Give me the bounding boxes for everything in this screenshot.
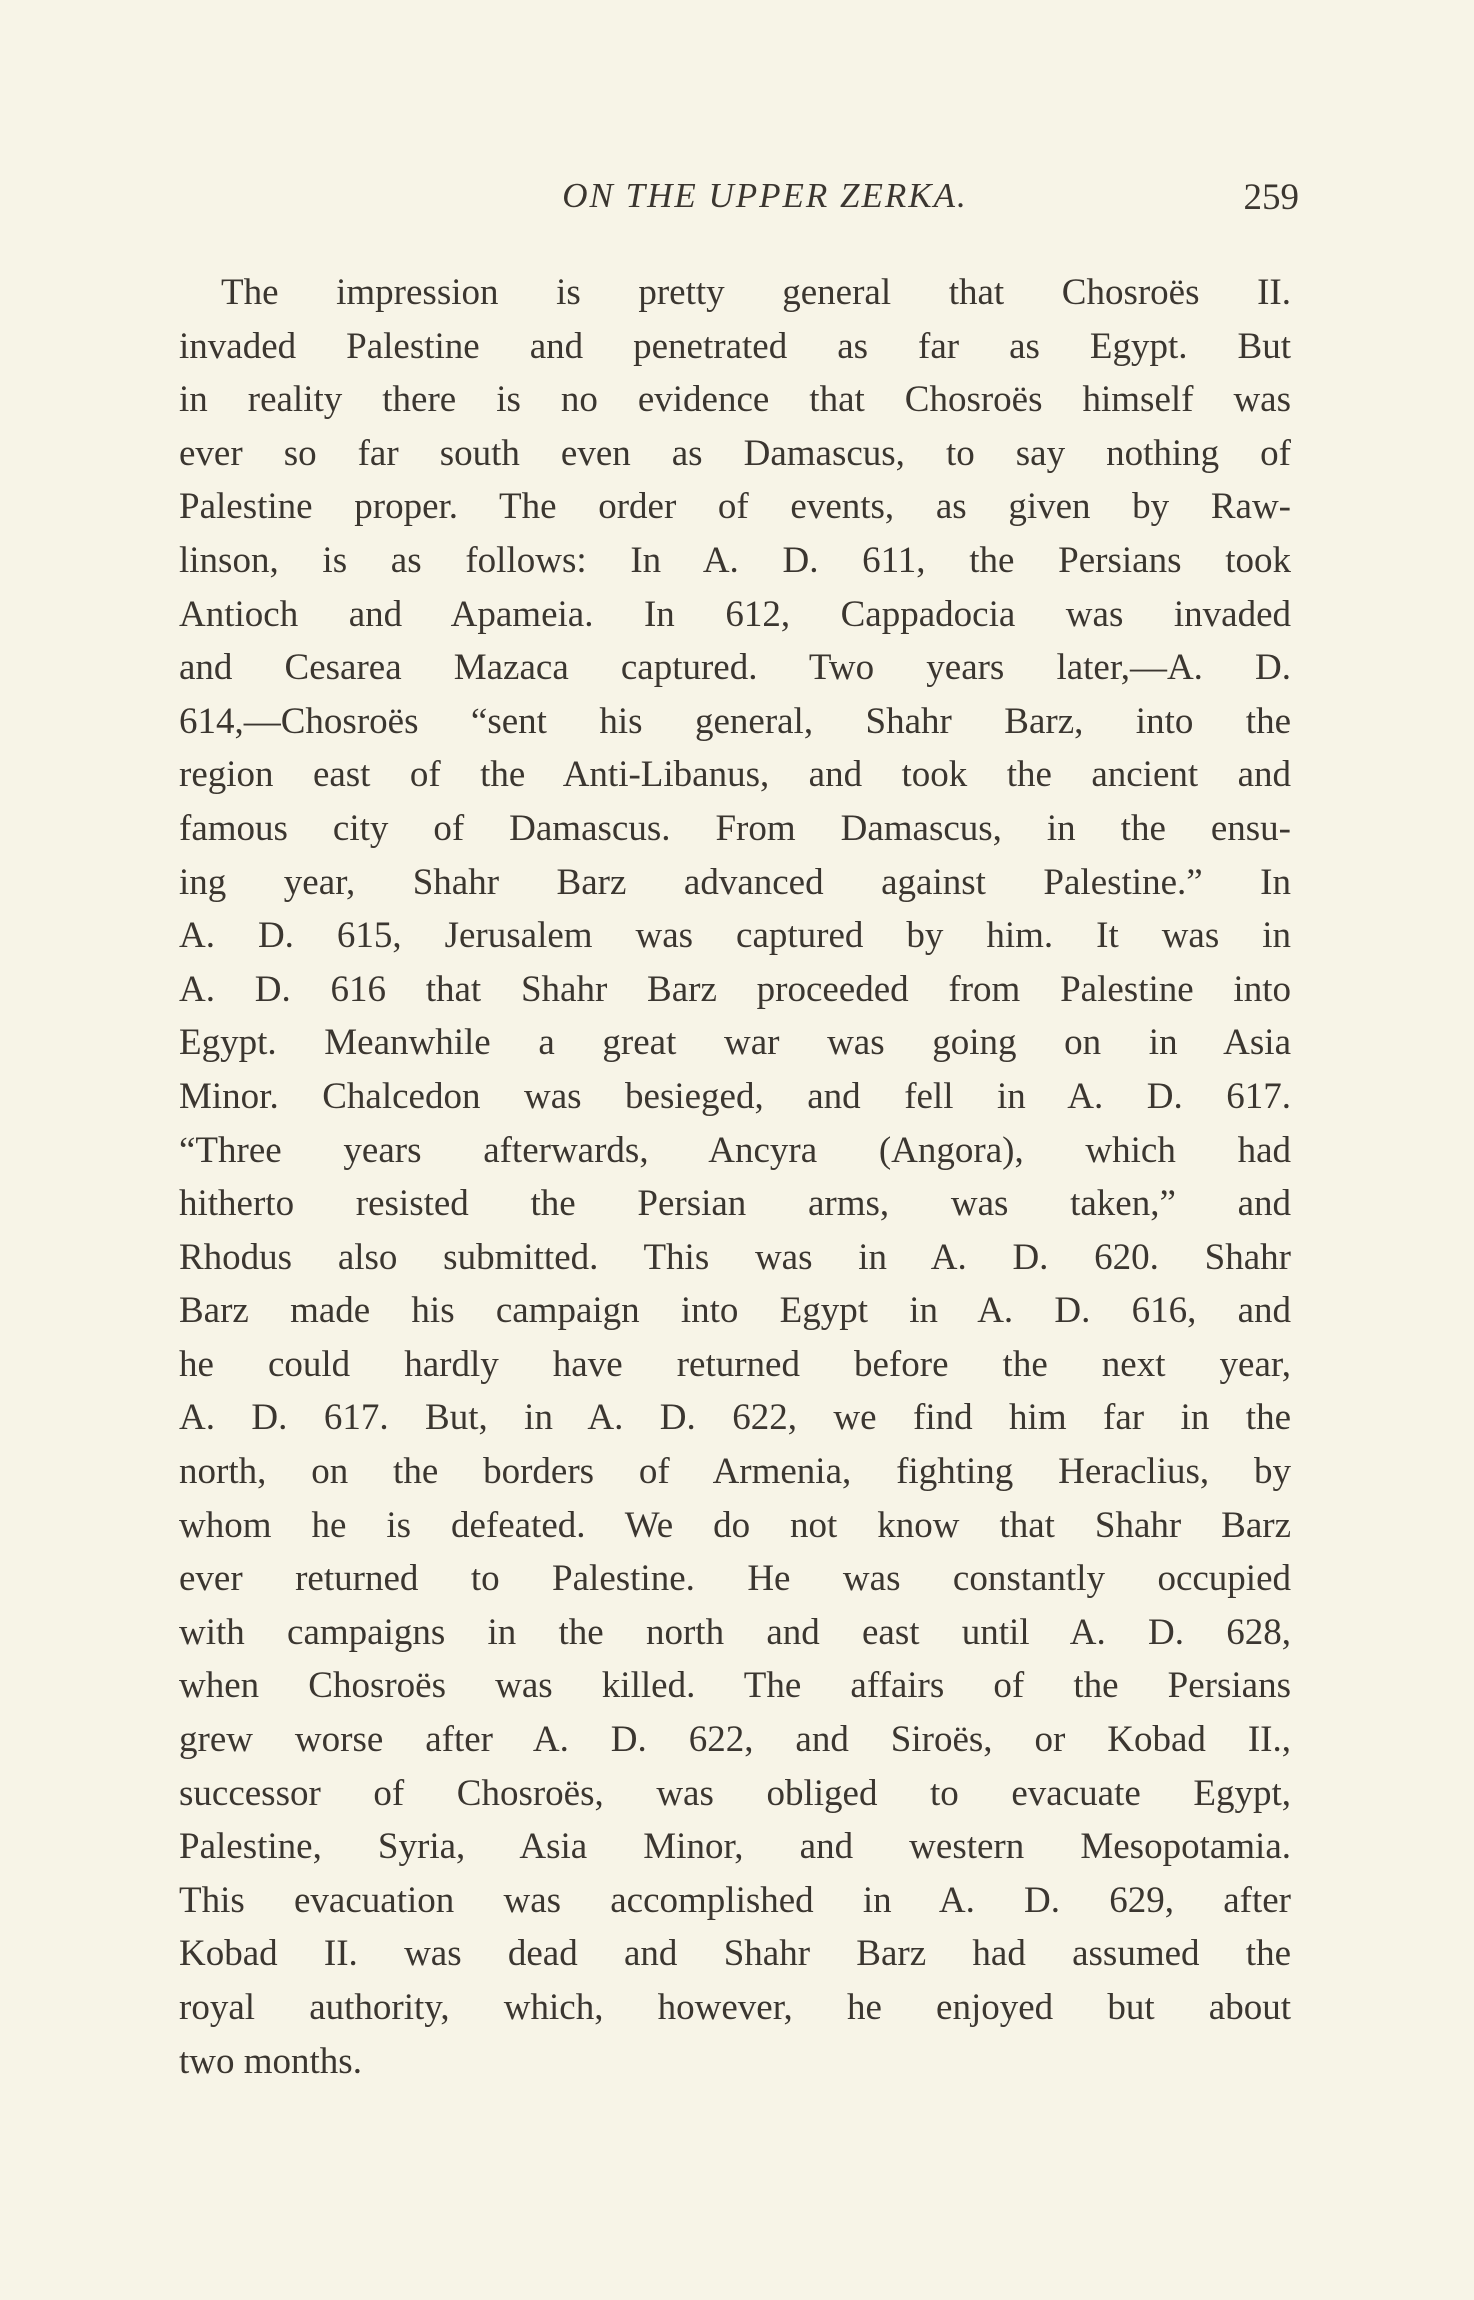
text-line: Barz made his campaign into Egypt in A. D. 616, and [179,1290,1291,1332]
text-line: A. D. 615, Jerusalem was captured by him. It was in [179,915,1291,957]
text-line: This evacuation was accomplished in A. D. 629, after [179,1879,1291,1921]
body-paragraph [179,266,1291,2088]
text-line: Rhodus also submitted. This was in A. D. 620. Shahr [179,1236,1291,1278]
text-line: whom he is defeated. We do not know that Shahr Barz [179,1504,1291,1546]
text-line: “Three years afterwards, Ancyra (Angora), which had [179,1129,1291,1171]
text-line: with campaigns in the north and east until A. D. 628, [179,1611,1291,1653]
text-line: north, on the borders of Armenia, fighting Heraclius, by [179,1451,1291,1493]
text-line: he could hardly have returned before the next year, [179,1343,1291,1385]
text-line: grew worse after A. D. 622, and Siroës, or Kobad II., [179,1719,1291,1761]
text-line: royal authority, which, however, he enjoyed but about [179,1987,1291,2028]
text-line: Palestine proper. The order of events, as given by Raw- [179,486,1291,528]
text-line: hitherto resisted the Persian arms, was taken,” and [179,1183,1291,1225]
text-line: famous city of Damascus. From Damascus, in the ensu- [179,807,1291,849]
text-line: successor of Chosroës, was obliged to evacuate Egypt, [179,1772,1291,1814]
text-line: two months. [179,2040,362,2082]
text-line: A. D. 617. But, in A. D. 622, we find him far in the [179,1397,1291,1439]
text-line: 614,—Chosroës “sent his general, Shahr Barz, into the [179,700,1291,742]
running-title: ON THE UPPER ZERKA. [562,176,968,215]
text-line: The impression is pretty general that Chosroës II. [221,272,1291,313]
text-line: ever returned to Palestine. He was constantly occupied [179,1558,1291,1600]
text-line: invaded Palestine and penetrated as far as Egypt. But [179,325,1291,367]
page-header [179,176,1299,226]
text-line: when Chosroës was killed. The affairs of the Persians [179,1665,1291,1707]
text-line: linson, is as follows: In A. D. 611, the Persians took [179,539,1291,581]
text-line: Egypt. Meanwhile a great war was going on in Asia [179,1022,1291,1064]
text-line: Palestine, Syria, Asia Minor, and western Mesopotamia. [179,1826,1291,1868]
text-line: region east of the Anti-Libanus, and took the ancient and [179,754,1291,796]
text-line: Antioch and Apameia. In 612, Cappadocia was invaded [179,593,1291,635]
text-line: Kobad II. was dead and Shahr Barz had assumed the [179,1933,1291,1975]
text-line: and Cesarea Mazaca captured. Two years later,—A. D. [179,647,1291,689]
text-line: Minor. Chalcedon was besieged, and fell in A. D. 617. [179,1075,1291,1117]
text-line: ing year, Shahr Barz advanced against Palestine.” In [179,861,1291,903]
text-line: in reality there is no evidence that Chosroës himself was [179,379,1291,421]
text-line: A. D. 616 that Shahr Barz proceeded from Palestine into [179,968,1291,1010]
page-number: 259 [1243,177,1299,218]
text-line: ever so far south even as Damascus, to say nothing of [179,432,1291,474]
